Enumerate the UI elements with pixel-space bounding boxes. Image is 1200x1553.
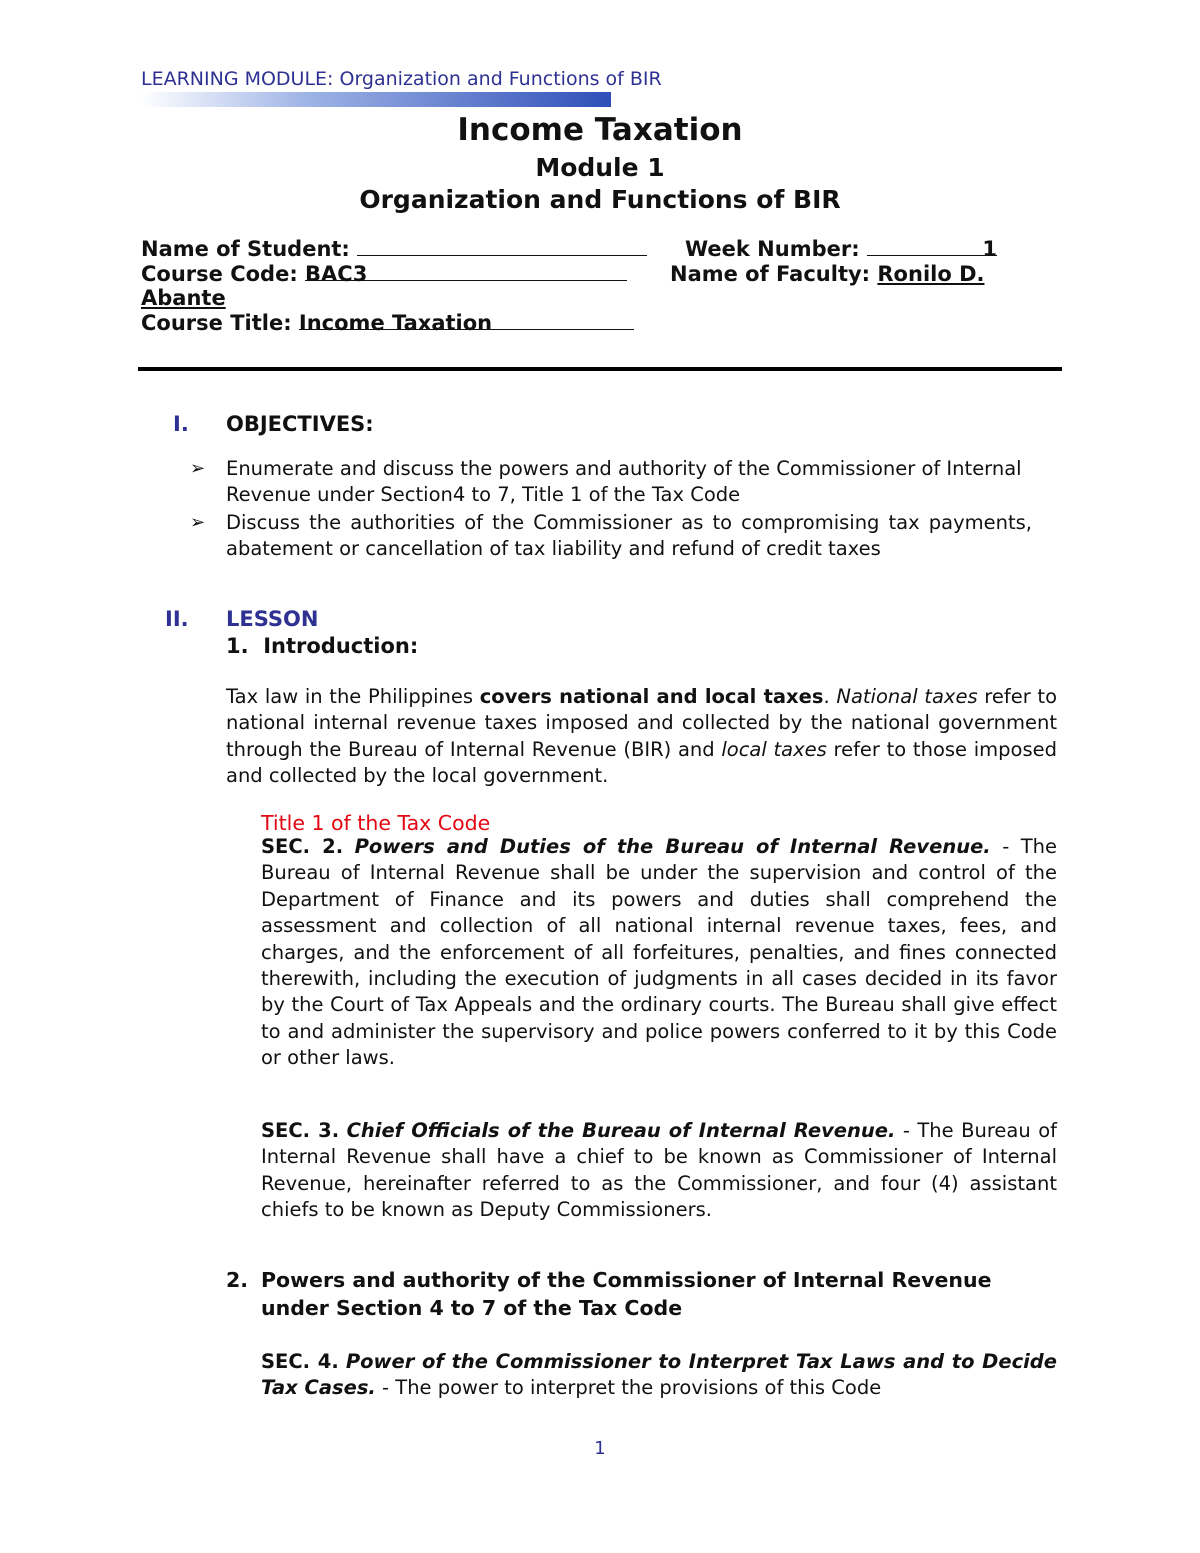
sec3-text: - The Bureau of Internal Revenue shall have a chief to be known as Commissioner of Internal Revenue, hereinafter referred to as the Commissioner, and four (4) assistant chiefs to be known as Deputy Commissioners. [261,1119,1057,1222]
faculty-row [670,262,984,286]
sec3-paragraph [261,1118,1057,1224]
student-name-blank [357,237,647,256]
bullet-arrow-icon: ➢ [190,458,206,479]
faculty-value-line2: Abante [141,286,226,310]
header-gradient-bar [141,92,611,107]
course-title-row [141,311,634,335]
student-name-row [141,237,647,261]
course-code-value: BAC3 [305,262,368,286]
sec2-title: Powers and Duties of the Bureau of Internal Revenue. [354,835,991,858]
sec4-number: SEC. 4. [261,1350,339,1373]
lesson-heading: LESSON [226,607,319,631]
intro-text-dot: . [823,685,837,708]
powers-heading: Powers and authority of the Commissioner of Internal Revenue under Section 4 to 7 of the Tax Code [261,1268,992,1320]
course-title-label: Course Title: [141,311,292,335]
intro-text-lead: Tax law in the Philippines [226,685,480,708]
sec3-number: SEC. 3. [261,1119,340,1142]
course-title-value: Income Taxation [298,311,493,335]
objectives-numeral: I. [173,412,189,436]
week-number-value: 1 [982,237,997,261]
module-label: Module 1 [535,153,665,182]
module-subtitle: Organization and Functions of BIR [359,185,841,214]
course-code-field [305,262,627,286]
sec2-text: - The Bureau of Internal Revenue shall be under the supervision and control of the Department of Finance and its powers and duties shall comprehend the assessment and collection of all national internal revenue taxes, fees, and charges, and the enforcement of all forfeitures, penalties, and fines connected therewith, including the execution of judgments in all cases decided in its favor by the Court of Tax Appeals and the ordinary courts. The Bureau shall give effect to and administer the supervisory and police powers conferred to it by this Code or other laws. [261,835,1057,1070]
powers-number: 2. [226,1268,249,1292]
week-number-field [867,237,997,261]
document-title: Income Taxation [457,112,743,148]
course-title-field [298,311,634,335]
intro-text-bold: covers national and local taxes [479,685,824,708]
intro-text-local: local taxes [721,737,827,761]
intro-heading: Introduction: [263,634,419,658]
intro-number: 1. [226,634,249,658]
course-code-row [141,262,627,286]
intro-text-national: National taxes [836,685,978,708]
faculty-label: Name of Faculty: [670,262,871,286]
intro-paragraph [226,684,1057,790]
objective-item-1: Enumerate and discuss the powers and authority of the Commissioner of Internal Revenue under Section4 to 7, Title 1 of the Tax Code [226,457,1022,507]
objectives-heading: OBJECTIVES: [226,412,374,436]
course-code-label: Course Code: [141,262,298,286]
section-divider [138,367,1062,371]
running-header: LEARNING MODULE: Organization and Functions of BIR [141,68,662,90]
objective-item-2: Discuss the authorities of the Commissioner as to compromising tax payments, abatement or cancellation of tax liability and refund of credit taxes [226,511,1032,561]
faculty-value-line1: Ronilo D. [877,262,985,286]
sec3-title: Chief Officials of the Bureau of Internal Revenue. [346,1119,896,1142]
intro-heading-row [226,634,418,658]
student-name-label: Name of Student: [141,237,350,261]
sec4-text: - The power to interpret the provisions of this Code [375,1376,882,1400]
intro-text-mid: refer to national internal revenue taxes imposed and collected by the national government through the Bureau of Internal Revenue (BIR) and [226,685,1058,761]
week-number-row [685,237,997,261]
sec4-title: Power of the Commissioner to Interpret Tax Laws and to Decide Tax Cases. [261,1350,1057,1400]
sec4-paragraph [261,1349,1057,1402]
week-number-label: Week Number: [685,237,860,261]
bullet-arrow-icon: ➢ [190,512,206,533]
page-number: 1 [594,1438,606,1459]
title-code-heading: Title 1 of the Tax Code [261,811,491,835]
lesson-numeral: II. [165,607,189,631]
sec2-number: SEC. 2. [261,835,344,858]
intro-text-end: refer to those imposed and collected by the local government. [226,737,1057,788]
sec2-paragraph [261,834,1057,1072]
